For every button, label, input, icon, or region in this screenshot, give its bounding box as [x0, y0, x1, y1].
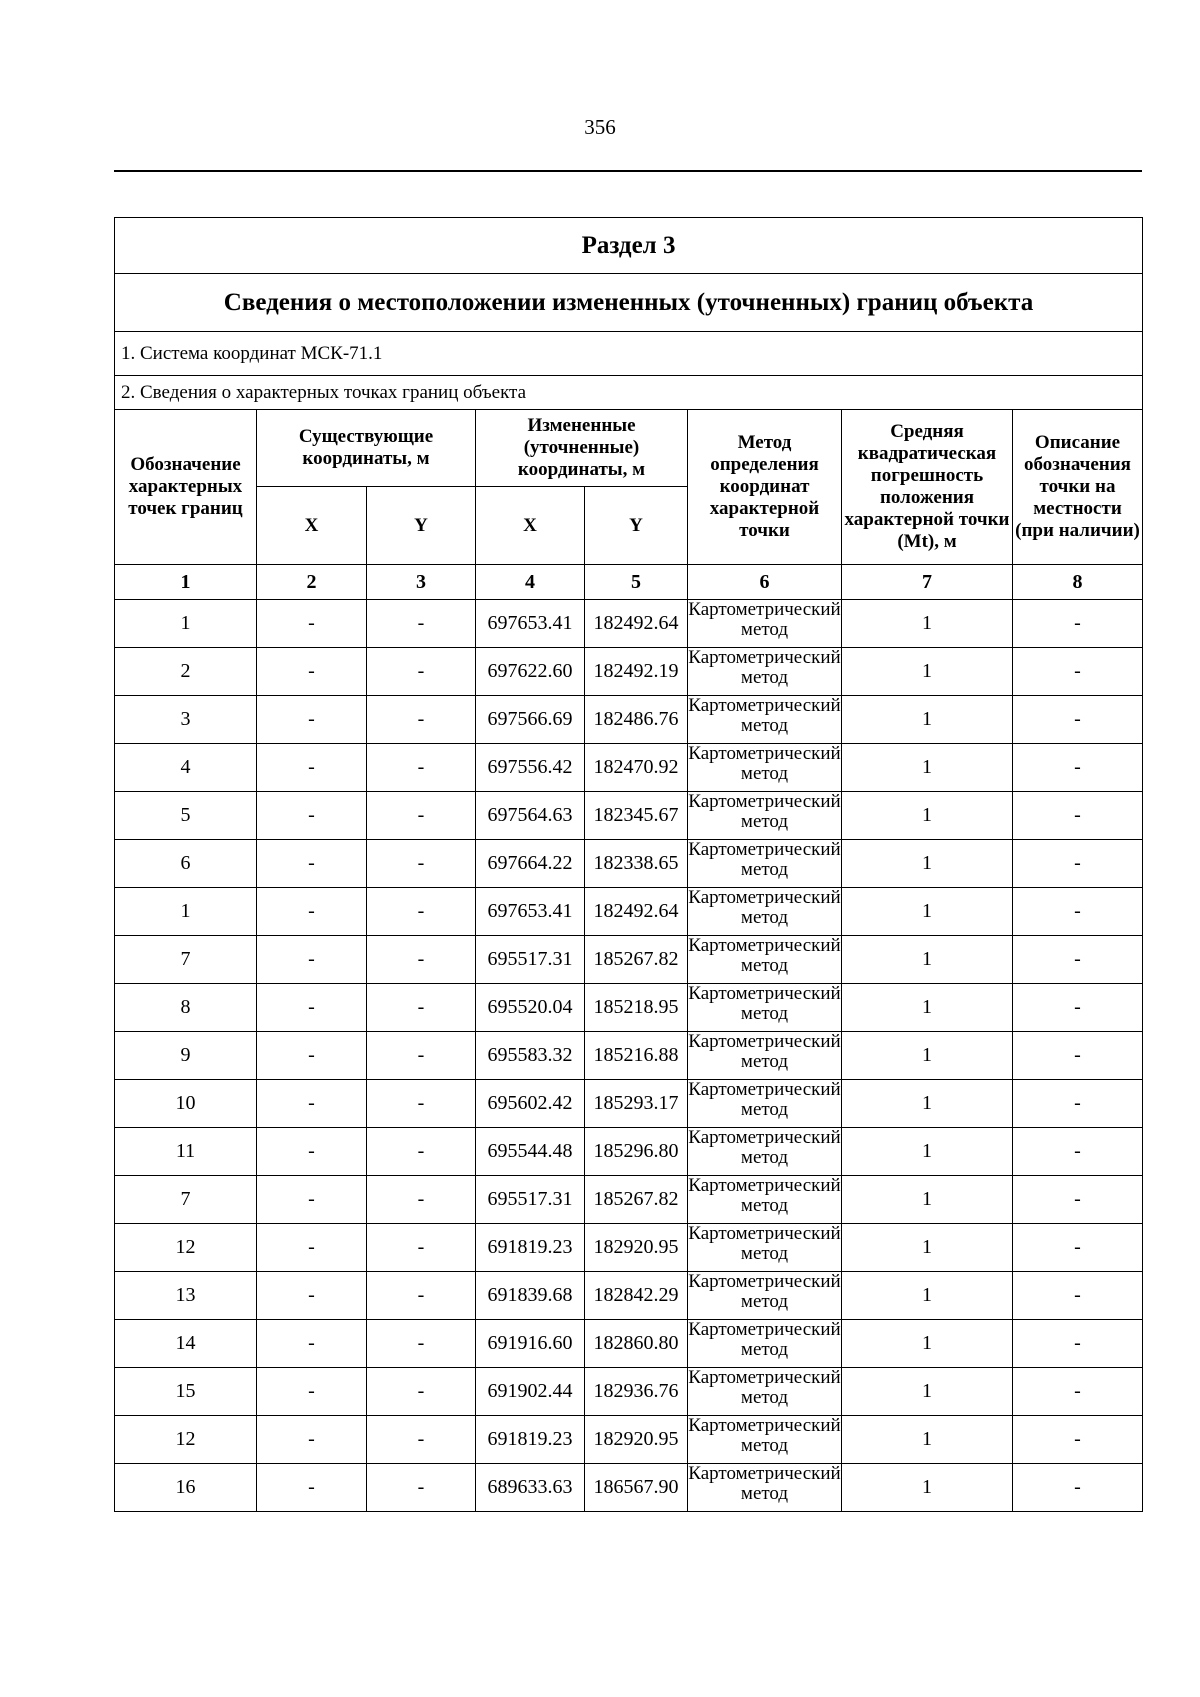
cell-error-mt: 1: [842, 792, 1013, 840]
cell-existing-y: -: [367, 744, 476, 792]
header-description: Описание обозначения точки на местности (при наличии): [1013, 410, 1143, 565]
cell-method: Картометрический метод: [688, 1416, 842, 1464]
cell-existing-y: -: [367, 648, 476, 696]
cell-changed-y: 182486.76: [585, 696, 688, 744]
cell-changed-x: 697664.22: [476, 840, 585, 888]
header-divider: [114, 170, 1142, 172]
cell-error-mt: 1: [842, 888, 1013, 936]
cell-error-mt: 1: [842, 1128, 1013, 1176]
cell-changed-x: 695602.42: [476, 1080, 585, 1128]
table-row: [115, 1176, 1143, 1224]
cell-existing-y: -: [367, 984, 476, 1032]
table-row: [115, 888, 1143, 936]
cell-method: Картометрический метод: [688, 1128, 842, 1176]
points-heading: 2. Сведения о характерных точках границ объекта: [115, 376, 1143, 410]
cell-changed-x: 695544.48: [476, 1128, 585, 1176]
cell-method: Картометрический метод: [688, 936, 842, 984]
cell-description: -: [1013, 840, 1143, 888]
header-method: Метод определения координат характерной точки: [688, 410, 842, 565]
cell-description: -: [1013, 1368, 1143, 1416]
cell-method: Картометрический метод: [688, 1272, 842, 1320]
cell-description: -: [1013, 1272, 1143, 1320]
cell-error-mt: 1: [842, 1176, 1013, 1224]
cell-description: -: [1013, 1080, 1143, 1128]
table-row: [115, 1032, 1143, 1080]
cell-existing-x: -: [257, 1464, 367, 1512]
section-title: Раздел 3: [115, 218, 1143, 274]
table-row: [115, 1128, 1143, 1176]
cell-changed-x: 691902.44: [476, 1368, 585, 1416]
page-number: 356: [584, 115, 616, 139]
header-designation: Обозначение характерных точек границ: [115, 410, 257, 565]
cell-existing-x: -: [257, 696, 367, 744]
cell-changed-x: 691916.60: [476, 1320, 585, 1368]
cell-description: -: [1013, 1224, 1143, 1272]
cell-changed-x: 691819.23: [476, 1224, 585, 1272]
cell-changed-y: 185216.88: [585, 1032, 688, 1080]
column-number: 6: [688, 565, 842, 600]
cell-changed-y: 185218.95: [585, 984, 688, 1032]
header-existing-x: X: [257, 487, 367, 565]
cell-changed-x: 689633.63: [476, 1464, 585, 1512]
table-row: [115, 1272, 1143, 1320]
cell-description: -: [1013, 1464, 1143, 1512]
cell-method: Картометрический метод: [688, 1368, 842, 1416]
cell-error-mt: 1: [842, 1464, 1013, 1512]
cell-point-id: 15: [115, 1368, 257, 1416]
cell-changed-y: 182842.29: [585, 1272, 688, 1320]
cell-point-id: 11: [115, 1128, 257, 1176]
cell-changed-x: 695517.31: [476, 936, 585, 984]
cell-error-mt: 1: [842, 744, 1013, 792]
cell-changed-x: 697566.69: [476, 696, 585, 744]
cell-method: Картометрический метод: [688, 984, 842, 1032]
cell-changed-y: 182492.64: [585, 600, 688, 648]
table-row: [115, 744, 1143, 792]
cell-error-mt: 1: [842, 1320, 1013, 1368]
header-existing: Существующие координаты, м: [257, 410, 476, 487]
cell-changed-x: 695583.32: [476, 1032, 585, 1080]
cell-changed-x: 697622.60: [476, 648, 585, 696]
cell-error-mt: 1: [842, 600, 1013, 648]
cell-changed-x: 697653.41: [476, 888, 585, 936]
cell-existing-x: -: [257, 648, 367, 696]
cell-point-id: 2: [115, 648, 257, 696]
cell-error-mt: 1: [842, 1224, 1013, 1272]
cell-existing-y: -: [367, 1464, 476, 1512]
cell-description: -: [1013, 1320, 1143, 1368]
cell-description: -: [1013, 600, 1143, 648]
cell-point-id: 12: [115, 1224, 257, 1272]
cell-existing-y: -: [367, 696, 476, 744]
cell-changed-x: 697556.42: [476, 744, 585, 792]
cell-error-mt: 1: [842, 696, 1013, 744]
cell-existing-y: -: [367, 600, 476, 648]
cell-existing-x: -: [257, 1080, 367, 1128]
table-row: [115, 600, 1143, 648]
cell-description: -: [1013, 936, 1143, 984]
cell-existing-x: -: [257, 1320, 367, 1368]
cell-existing-x: -: [257, 840, 367, 888]
column-number: 4: [476, 565, 585, 600]
cell-description: -: [1013, 744, 1143, 792]
table-row: [115, 1320, 1143, 1368]
cell-method: Картометрический метод: [688, 744, 842, 792]
header-existing-y: Y: [367, 487, 476, 565]
cell-point-id: 1: [115, 888, 257, 936]
cell-point-id: 1: [115, 600, 257, 648]
cell-existing-x: -: [257, 600, 367, 648]
cell-changed-x: 697653.41: [476, 600, 585, 648]
cell-existing-x: -: [257, 936, 367, 984]
cell-existing-y: -: [367, 1272, 476, 1320]
column-number: 3: [367, 565, 476, 600]
table-row: [115, 840, 1143, 888]
cell-existing-y: -: [367, 840, 476, 888]
table-row: [115, 1080, 1143, 1128]
cell-changed-y: 186567.90: [585, 1464, 688, 1512]
table-row: [115, 1224, 1143, 1272]
cell-method: Картометрический метод: [688, 792, 842, 840]
cell-changed-y: 185267.82: [585, 1176, 688, 1224]
cell-existing-y: -: [367, 1128, 476, 1176]
cell-existing-x: -: [257, 1128, 367, 1176]
table-row: [115, 984, 1143, 1032]
header-error: Средняя квадратическая погрешность положения характерной точки (Mt), м: [842, 410, 1013, 565]
cell-description: -: [1013, 696, 1143, 744]
cell-existing-x: -: [257, 1176, 367, 1224]
cell-description: -: [1013, 792, 1143, 840]
cell-error-mt: 1: [842, 648, 1013, 696]
cell-error-mt: 1: [842, 840, 1013, 888]
cell-changed-y: 182936.76: [585, 1368, 688, 1416]
cell-error-mt: 1: [842, 1272, 1013, 1320]
cell-point-id: 8: [115, 984, 257, 1032]
cell-point-id: 10: [115, 1080, 257, 1128]
cell-changed-x: 695520.04: [476, 984, 585, 1032]
cell-existing-x: -: [257, 1224, 367, 1272]
cell-point-id: 9: [115, 1032, 257, 1080]
cell-method: Картометрический метод: [688, 648, 842, 696]
cell-description: -: [1013, 1128, 1143, 1176]
cell-changed-y: 185296.80: [585, 1128, 688, 1176]
boundary-points-table: [114, 217, 1143, 1512]
cell-method: Картометрический метод: [688, 600, 842, 648]
cell-point-id: 6: [115, 840, 257, 888]
cell-error-mt: 1: [842, 1368, 1013, 1416]
cell-changed-y: 182492.19: [585, 648, 688, 696]
cell-existing-x: -: [257, 1032, 367, 1080]
cell-existing-y: -: [367, 1080, 476, 1128]
cell-description: -: [1013, 984, 1143, 1032]
cell-point-id: 14: [115, 1320, 257, 1368]
cell-existing-y: -: [367, 888, 476, 936]
cell-error-mt: 1: [842, 1032, 1013, 1080]
cell-method: Картометрический метод: [688, 840, 842, 888]
cell-point-id: 12: [115, 1416, 257, 1464]
section-subtitle: Сведения о местоположении измененных (уточненных) границ объекта: [115, 274, 1143, 332]
cell-changed-y: 185293.17: [585, 1080, 688, 1128]
cell-point-id: 7: [115, 1176, 257, 1224]
cell-description: -: [1013, 888, 1143, 936]
cell-changed-x: 697564.63: [476, 792, 585, 840]
cell-error-mt: 1: [842, 1416, 1013, 1464]
cell-point-id: 4: [115, 744, 257, 792]
cell-error-mt: 1: [842, 984, 1013, 1032]
cell-changed-y: 182492.64: [585, 888, 688, 936]
cell-changed-y: 182470.92: [585, 744, 688, 792]
column-number: 5: [585, 565, 688, 600]
cell-changed-y: 182860.80: [585, 1320, 688, 1368]
cell-method: Картометрический метод: [688, 1176, 842, 1224]
header-changed-y: Y: [585, 487, 688, 565]
cell-existing-y: -: [367, 1320, 476, 1368]
cell-point-id: 7: [115, 936, 257, 984]
cell-changed-y: 182920.95: [585, 1224, 688, 1272]
cell-changed-y: 185267.82: [585, 936, 688, 984]
table-row: [115, 648, 1143, 696]
cell-existing-x: -: [257, 1272, 367, 1320]
cell-method: Картометрический метод: [688, 1224, 842, 1272]
cell-changed-y: 182345.67: [585, 792, 688, 840]
header-changed-x: X: [476, 487, 585, 565]
table-row: [115, 1464, 1143, 1512]
cell-method: Картометрический метод: [688, 696, 842, 744]
cell-changed-y: 182920.95: [585, 1416, 688, 1464]
cell-existing-y: -: [367, 1224, 476, 1272]
cell-existing-y: -: [367, 936, 476, 984]
cell-description: -: [1013, 1416, 1143, 1464]
cell-method: Картометрический метод: [688, 1320, 842, 1368]
table-row: [115, 1368, 1143, 1416]
cell-description: -: [1013, 648, 1143, 696]
cell-method: Картометрический метод: [688, 1080, 842, 1128]
header-changed: Измененные (уточненные) координаты, м: [476, 410, 688, 487]
cell-error-mt: 1: [842, 1080, 1013, 1128]
column-number: 2: [257, 565, 367, 600]
cell-point-id: 5: [115, 792, 257, 840]
column-number: 1: [115, 565, 257, 600]
cell-point-id: 16: [115, 1464, 257, 1512]
table-row: [115, 696, 1143, 744]
cell-existing-x: -: [257, 888, 367, 936]
table-row: [115, 1416, 1143, 1464]
cell-description: -: [1013, 1176, 1143, 1224]
cell-existing-x: -: [257, 1368, 367, 1416]
cell-method: Картометрический метод: [688, 888, 842, 936]
cell-existing-x: -: [257, 984, 367, 1032]
coord-system: 1. Система координат МСК-71.1: [115, 332, 1143, 376]
cell-changed-x: 695517.31: [476, 1176, 585, 1224]
cell-changed-x: 691839.68: [476, 1272, 585, 1320]
column-number: 7: [842, 565, 1013, 600]
cell-existing-y: -: [367, 792, 476, 840]
cell-existing-x: -: [257, 744, 367, 792]
table-row: [115, 792, 1143, 840]
cell-existing-x: -: [257, 1416, 367, 1464]
cell-existing-y: -: [367, 1176, 476, 1224]
cell-changed-y: 182338.65: [585, 840, 688, 888]
table-row: [115, 936, 1143, 984]
cell-existing-x: -: [257, 792, 367, 840]
cell-description: -: [1013, 1032, 1143, 1080]
cell-existing-y: -: [367, 1032, 476, 1080]
cell-existing-y: -: [367, 1368, 476, 1416]
cell-point-id: 3: [115, 696, 257, 744]
column-number: 8: [1013, 565, 1143, 600]
cell-method: Картометрический метод: [688, 1464, 842, 1512]
cell-point-id: 13: [115, 1272, 257, 1320]
cell-existing-y: -: [367, 1416, 476, 1464]
cell-error-mt: 1: [842, 936, 1013, 984]
cell-method: Картометрический метод: [688, 1032, 842, 1080]
cell-changed-x: 691819.23: [476, 1416, 585, 1464]
